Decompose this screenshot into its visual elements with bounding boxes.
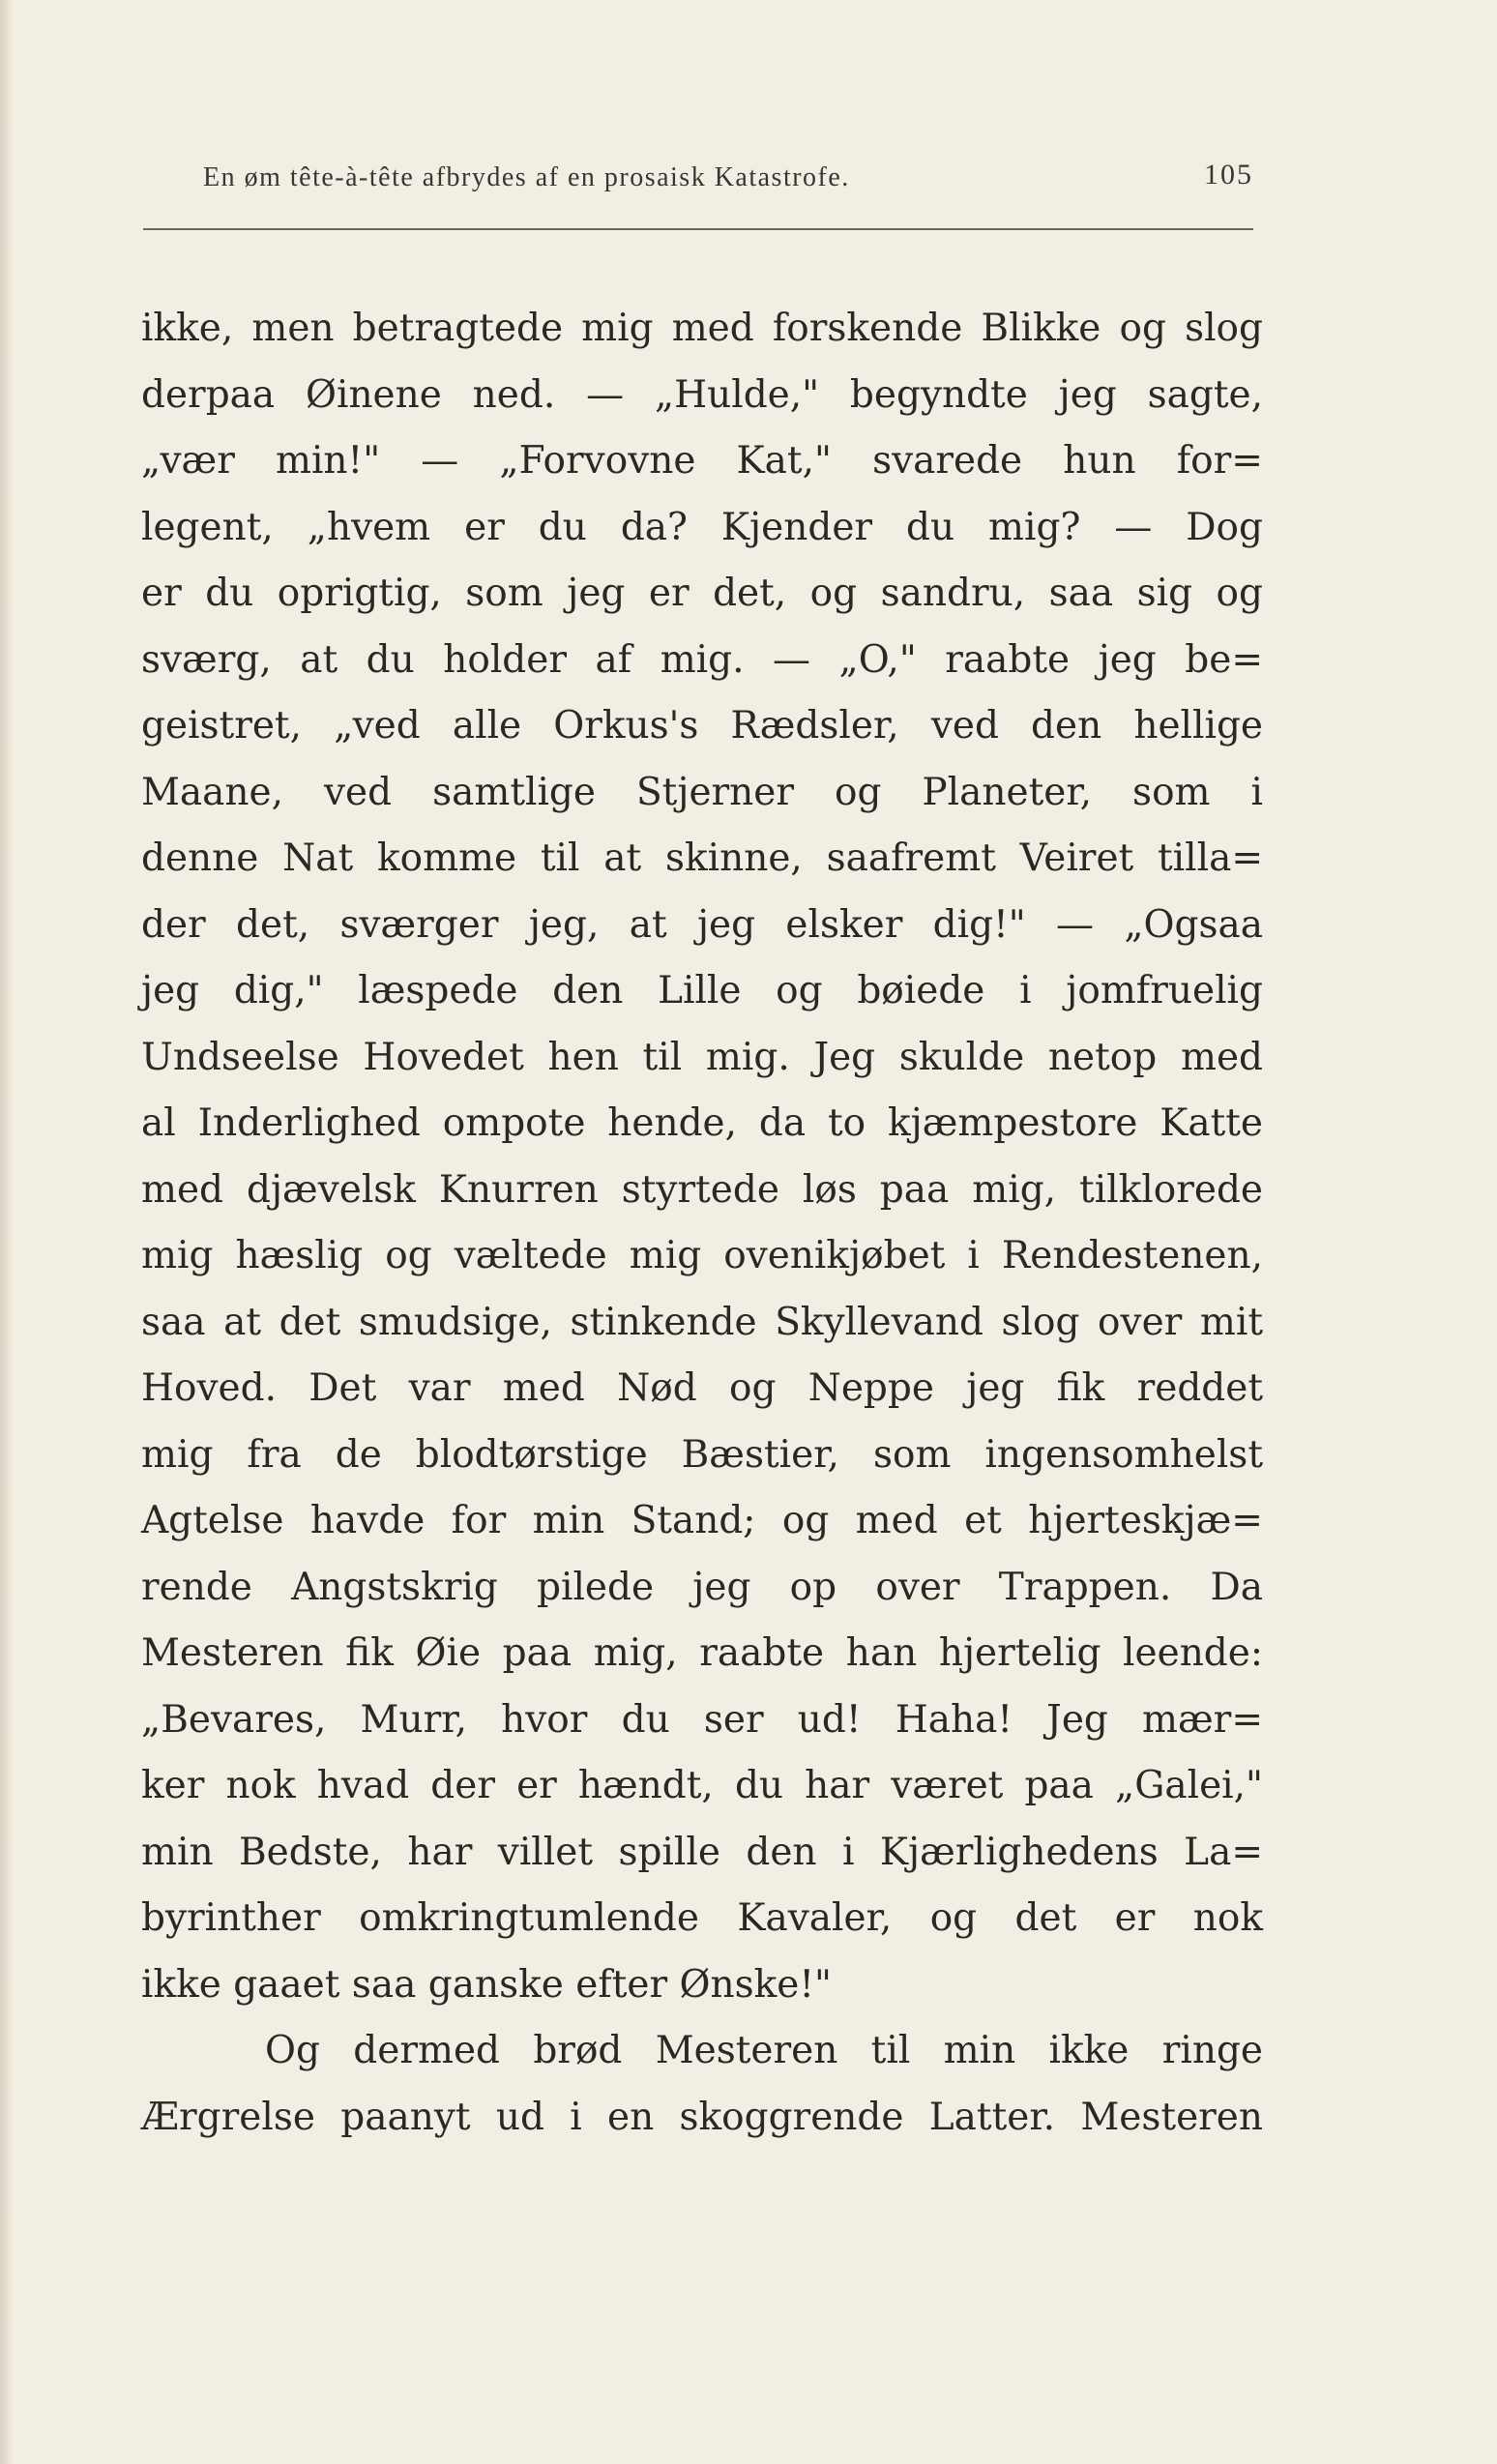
text-line: „Bevares, Murr, hvor du ser ud! Haha! Jeg mær=: [141, 1697, 1263, 1742]
text-line: sværg, at du holder af mig. — „O," raabte jeg be=: [141, 637, 1263, 682]
text-line: saa at det smudsige, stinkende Skyllevand slog over mit: [141, 1300, 1263, 1344]
running-head: [143, 159, 1253, 205]
text-line: mig hæslig og væltede mig ovenikjøbet i Rendestenen,: [141, 1234, 1263, 1277]
text-line: al Inderlighed ompote hende, da to kjæmpestore Katte: [141, 1101, 1263, 1145]
running-title: En øm tête-à-tête afbrydes af en prosaisk Katastrofe.: [203, 162, 850, 192]
body-text: [141, 296, 1263, 2151]
text-line: der det, sværger jeg, at jeg elsker dig!" — „Ogsaa: [141, 902, 1263, 947]
text-line: Mesteren fik Øie paa mig, raabte han hjertelig leende:: [141, 1631, 1263, 1675]
text-line: byrinther omkringtumlende Kavaler, og det er nok: [141, 1896, 1263, 1940]
header-rule: [143, 228, 1253, 230]
text-line: Undseelse Hovedet hen til mig. Jeg skulde netop med: [141, 1035, 1263, 1079]
text-line: Ærgrelse paanyt ud i en skoggrende Latter. Mesteren: [141, 2095, 1263, 2139]
text-line: ikke, men betragtede mig med forskende Blikke og slog: [141, 307, 1263, 350]
text-line: Hoved. Det var med Nød og Neppe jeg fik reddet: [141, 1366, 1263, 1410]
text-line: „vær min!" — „Forvovne Kat," svarede hun for=: [141, 439, 1263, 483]
page-number: 105: [1204, 159, 1253, 191]
text-line: er du oprigtig, som jeg er det, og sandru, saa sig og: [141, 572, 1263, 615]
text-line: Agtelse havde for min Stand; og med et hjerteskjæ=: [141, 1499, 1263, 1542]
text-line: geistret, „ved alle Orkus's Rædsler, ved den hellige: [141, 704, 1263, 748]
paragraph-end-line: ikke gaaet saa ganske efter Ønske!": [141, 1962, 832, 2007]
text-line: min Bedste, har villet spille den i Kjærlighedens La=: [141, 1830, 1263, 1874]
page-edge: [0, 0, 14, 2464]
text-line: ker nok hvad der er hændt, du har været paa „Galei,": [141, 1764, 1263, 1807]
text-line: jeg dig," læspede den Lille og bøiede i jomfruelig: [141, 969, 1263, 1012]
text-line: derpaa Øinene ned. — „Hulde," begyndte jeg sagte,: [141, 372, 1263, 417]
text-line: denne Nat komme til at skinne, saafremt Veiret tilla=: [141, 836, 1263, 880]
text-line: mig fra de blodtørstige Bæstier, som ingensomhelst: [141, 1432, 1263, 1477]
text-line: legent, „hvem er du da? Kjender du mig? — Dog: [141, 505, 1263, 549]
paragraph-start-line: Og dermed brød Mesteren til min ikke ringe: [265, 2029, 1263, 2072]
text-line: rende Angstskrig pilede jeg op over Trappen. Da: [141, 1565, 1263, 1609]
text-line: Maane, ved samtlige Stjerner og Planeter, som i: [141, 770, 1263, 814]
text-line: med djævelsk Knurren styrtede løs paa mig, tilklorede: [141, 1167, 1263, 1212]
